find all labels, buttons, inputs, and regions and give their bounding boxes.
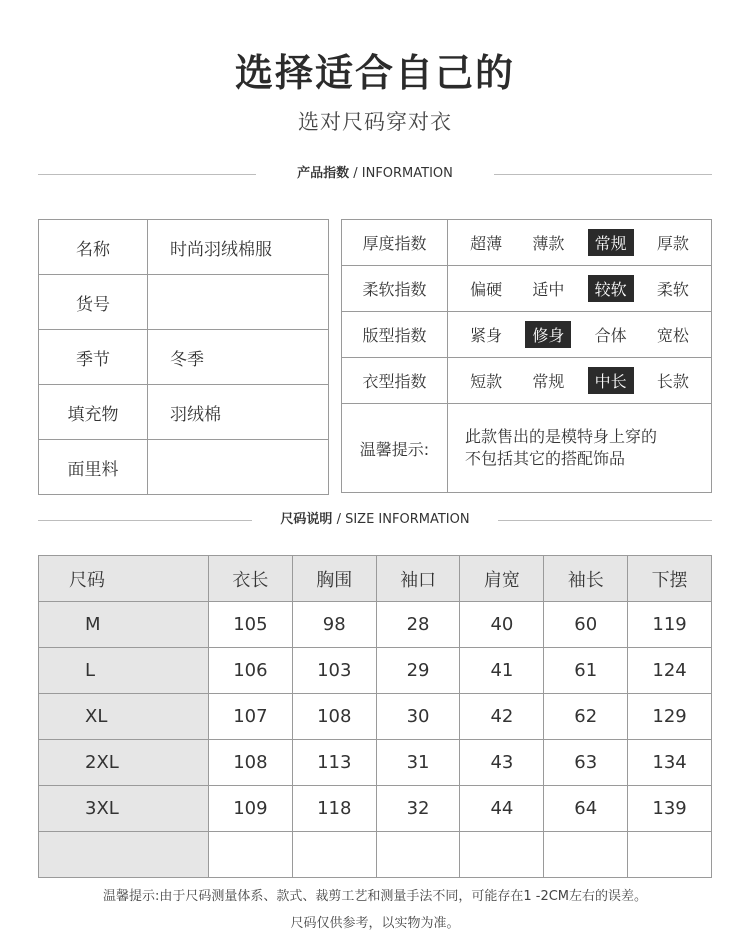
index-option-selected: 修身 xyxy=(525,321,571,348)
size-value-cell: 124 xyxy=(628,648,712,694)
tip-line-2: 不包括其它的搭配饰品 xyxy=(465,449,626,468)
size-note-2: 尺码仅供参考，以实物为准。 xyxy=(290,916,460,931)
page-title: 选择适合自己的 xyxy=(234,51,515,95)
size-value-cell: 113 xyxy=(292,740,376,786)
index-option: 紧身 xyxy=(470,326,503,345)
size-label-cell: 2XL xyxy=(39,740,209,786)
index-option-selected: 中长 xyxy=(588,367,634,394)
page-subtitle: 选对尺码穿对衣 xyxy=(298,110,452,134)
size-value-cell: 28 xyxy=(376,602,460,648)
size-row xyxy=(39,694,712,740)
tip-text xyxy=(448,404,712,493)
info-value xyxy=(148,275,329,330)
size-value-cell: 62 xyxy=(544,694,628,740)
index-option-selected: 较软 xyxy=(588,275,634,302)
product-section-label xyxy=(38,164,712,184)
product-info-table xyxy=(38,219,329,495)
tip-key: 温馨提示: xyxy=(342,404,448,493)
size-value-cell: 106 xyxy=(209,648,293,694)
size-value-cell xyxy=(460,832,544,878)
size-section-label-cn: 尺码说明 xyxy=(280,512,333,527)
size-section-header xyxy=(38,510,712,530)
size-value-cell: 29 xyxy=(376,648,460,694)
size-label-cell: 3XL xyxy=(39,786,209,832)
index-options xyxy=(448,312,712,358)
size-value-cell: 119 xyxy=(628,602,712,648)
index-key: 版型指数 xyxy=(342,312,448,358)
index-row xyxy=(342,312,712,358)
index-option: 适中 xyxy=(532,280,565,299)
size-value-cell: 134 xyxy=(628,740,712,786)
size-value-cell xyxy=(544,832,628,878)
index-option: 常规 xyxy=(532,372,565,391)
index-option: 宽松 xyxy=(656,326,689,345)
size-value-cell xyxy=(628,832,712,878)
size-section-label xyxy=(38,510,712,530)
index-options xyxy=(448,266,712,312)
size-row xyxy=(39,740,712,786)
index-option: 薄款 xyxy=(532,234,565,253)
index-row xyxy=(342,220,712,266)
index-key: 柔软指数 xyxy=(342,266,448,312)
size-row xyxy=(39,786,712,832)
size-value-cell: 31 xyxy=(376,740,460,786)
size-value-cell: 61 xyxy=(544,648,628,694)
size-label-cell xyxy=(39,832,209,878)
size-value-cell: 42 xyxy=(460,694,544,740)
info-value: 冬季 xyxy=(148,330,329,385)
size-header-cell: 肩宽 xyxy=(460,556,544,602)
info-key: 季节 xyxy=(39,330,148,385)
size-label-cell: L xyxy=(39,648,209,694)
info-key: 货号 xyxy=(39,275,148,330)
size-label-cell: XL xyxy=(39,694,209,740)
size-header-cell: 衣长 xyxy=(209,556,293,602)
info-row xyxy=(39,275,329,330)
product-section-label-cn: 产品指数 xyxy=(297,166,350,181)
index-option-selected: 常规 xyxy=(588,229,634,256)
index-option: 合体 xyxy=(594,326,627,345)
size-value-cell: 118 xyxy=(292,786,376,832)
size-value-cell xyxy=(292,832,376,878)
size-value-cell: 109 xyxy=(209,786,293,832)
tip-line-1: 此款售出的是模特身上穿的 xyxy=(465,427,658,446)
info-row xyxy=(39,440,329,495)
info-row xyxy=(39,220,329,275)
size-value-cell: 63 xyxy=(544,740,628,786)
size-value-cell: 108 xyxy=(292,694,376,740)
tip-row xyxy=(342,404,712,493)
info-key: 填充物 xyxy=(39,385,148,440)
size-row xyxy=(39,602,712,648)
size-header-cell: 袖口 xyxy=(376,556,460,602)
index-option: 长款 xyxy=(656,372,689,391)
size-value-cell: 32 xyxy=(376,786,460,832)
info-key: 名称 xyxy=(39,220,148,275)
info-value: 时尚羽绒棉服 xyxy=(148,220,329,275)
index-option: 短款 xyxy=(470,372,503,391)
size-value-cell: 105 xyxy=(209,602,293,648)
size-value-cell: 44 xyxy=(460,786,544,832)
size-header-cell: 尺码 xyxy=(39,556,209,602)
size-row xyxy=(39,832,712,878)
size-value-cell xyxy=(376,832,460,878)
size-section-label-en: / SIZE INFORMATION xyxy=(332,512,470,527)
size-value-cell: 129 xyxy=(628,694,712,740)
index-option: 偏硬 xyxy=(470,280,503,299)
size-value-cell xyxy=(209,832,293,878)
size-value-cell: 41 xyxy=(460,648,544,694)
index-key: 厚度指数 xyxy=(342,220,448,266)
index-key: 衣型指数 xyxy=(342,358,448,404)
index-row xyxy=(342,358,712,404)
size-value-cell: 108 xyxy=(209,740,293,786)
size-header-cell: 袖长 xyxy=(544,556,628,602)
size-note-1: 温馨提示:由于尺码测量体系、款式、裁剪工艺和测量手法不同，可能存在1 -2CM左右的误差。 xyxy=(102,889,648,904)
size-value-cell: 43 xyxy=(460,740,544,786)
product-section-header xyxy=(38,164,712,184)
index-row xyxy=(342,266,712,312)
size-value-cell: 60 xyxy=(544,602,628,648)
index-options xyxy=(448,358,712,404)
info-value xyxy=(148,440,329,495)
product-index-table xyxy=(341,219,712,493)
index-options xyxy=(448,220,712,266)
size-table xyxy=(38,555,712,878)
info-row xyxy=(39,385,329,440)
index-option: 柔软 xyxy=(656,280,689,299)
size-row xyxy=(39,648,712,694)
info-value: 羽绒棉 xyxy=(148,385,329,440)
size-header-cell: 胸围 xyxy=(292,556,376,602)
size-value-cell: 64 xyxy=(544,786,628,832)
info-key: 面里料 xyxy=(39,440,148,495)
size-value-cell: 139 xyxy=(628,786,712,832)
size-value-cell: 107 xyxy=(209,694,293,740)
size-value-cell: 30 xyxy=(376,694,460,740)
size-label-cell: M xyxy=(39,602,209,648)
product-section-label-en: / INFORMATION xyxy=(349,166,453,181)
index-option: 厚款 xyxy=(656,234,689,253)
size-value-cell: 98 xyxy=(292,602,376,648)
size-header-cell: 下摆 xyxy=(628,556,712,602)
size-value-cell: 40 xyxy=(460,602,544,648)
info-row xyxy=(39,330,329,385)
size-value-cell: 103 xyxy=(292,648,376,694)
index-option: 超薄 xyxy=(470,234,503,253)
